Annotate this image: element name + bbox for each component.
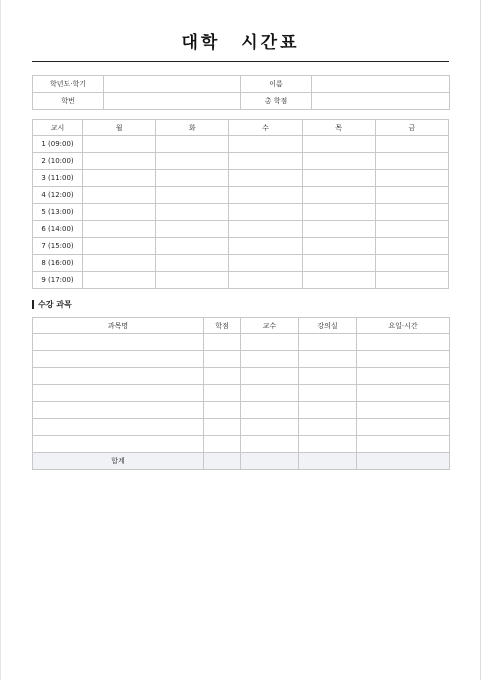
timetable-cell[interactable]: [83, 221, 156, 238]
course-cell[interactable]: [33, 402, 204, 419]
course-cell[interactable]: [299, 436, 357, 453]
courses-section-title: 수강 과목: [38, 300, 72, 309]
course-cell[interactable]: [33, 385, 204, 402]
course-cell[interactable]: [241, 419, 299, 436]
year-term-field[interactable]: [104, 76, 241, 93]
timetable-header-row: [33, 120, 449, 136]
timetable-cell[interactable]: [229, 170, 302, 187]
course-list-table: [32, 317, 450, 470]
timetable-cell[interactable]: [302, 153, 375, 170]
page-left-edge: [0, 0, 1, 680]
course-cell[interactable]: [33, 436, 204, 453]
timetable-cell[interactable]: [302, 187, 375, 204]
course-cell[interactable]: [241, 368, 299, 385]
timetable-cell[interactable]: [375, 204, 448, 221]
total-credits-field[interactable]: [312, 93, 450, 110]
timetable-cell[interactable]: [83, 187, 156, 204]
info-row: [33, 76, 450, 93]
timetable-cell[interactable]: [229, 187, 302, 204]
total-cell[interactable]: [241, 453, 299, 470]
timetable-cell[interactable]: [156, 187, 229, 204]
timetable-cell[interactable]: [375, 238, 448, 255]
course-column-header: 요일·시간: [357, 318, 450, 334]
timetable-row: [33, 136, 449, 153]
day-column-header: 목: [302, 120, 375, 136]
day-column-header: 월: [83, 120, 156, 136]
total-cell[interactable]: [357, 453, 450, 470]
course-cell[interactable]: [33, 351, 204, 368]
student-id-field[interactable]: [104, 93, 241, 110]
course-cell[interactable]: [204, 385, 241, 402]
course-row: [33, 334, 450, 351]
course-row: [33, 436, 450, 453]
period-label: 2 (10:00): [33, 153, 83, 170]
timetable-cell[interactable]: [302, 170, 375, 187]
total-cell[interactable]: [299, 453, 357, 470]
timetable-cell[interactable]: [83, 272, 156, 289]
timetable-cell[interactable]: [229, 204, 302, 221]
course-row: [33, 419, 450, 436]
course-row: [33, 385, 450, 402]
timetable-cell[interactable]: [156, 170, 229, 187]
year-term-label: 학년도·학기: [33, 76, 104, 93]
timetable-cell[interactable]: [83, 238, 156, 255]
course-cell[interactable]: [299, 402, 357, 419]
timetable-row: [33, 187, 449, 204]
timetable-cell[interactable]: [229, 136, 302, 153]
course-cell[interactable]: [357, 385, 450, 402]
timetable-grid: [32, 119, 449, 289]
section-marker: [32, 300, 34, 309]
timetable-cell[interactable]: [156, 238, 229, 255]
course-cell[interactable]: [357, 368, 450, 385]
course-cell[interactable]: [299, 351, 357, 368]
course-column-header: 교수: [241, 318, 299, 334]
course-column-header: 강의실: [299, 318, 357, 334]
course-header-row: [33, 318, 450, 334]
timetable-cell[interactable]: [156, 221, 229, 238]
course-cell[interactable]: [299, 368, 357, 385]
timetable-cell[interactable]: [229, 238, 302, 255]
timetable-row: [33, 238, 449, 255]
course-cell[interactable]: [204, 334, 241, 351]
timetable-cell[interactable]: [229, 272, 302, 289]
timetable-cell[interactable]: [229, 255, 302, 272]
timetable-cell[interactable]: [302, 238, 375, 255]
info-row: [33, 93, 450, 110]
student-id-label: 학번: [33, 93, 104, 110]
course-cell[interactable]: [204, 368, 241, 385]
timetable-row: [33, 272, 449, 289]
period-label: 8 (16:00): [33, 255, 83, 272]
course-cell[interactable]: [241, 334, 299, 351]
timetable-cell[interactable]: [302, 136, 375, 153]
total-label: 합계: [33, 453, 204, 470]
day-column-header: 화: [156, 120, 229, 136]
total-credits-label: 총 학점: [241, 93, 312, 110]
course-cell[interactable]: [299, 334, 357, 351]
timetable-row: [33, 221, 449, 238]
courses-section-heading: [32, 299, 72, 310]
course-cell[interactable]: [204, 436, 241, 453]
course-total-row: [33, 453, 450, 470]
course-cell[interactable]: [33, 368, 204, 385]
timetable-cell[interactable]: [375, 272, 448, 289]
course-cell[interactable]: [357, 334, 450, 351]
timetable-cell[interactable]: [156, 136, 229, 153]
course-cell[interactable]: [33, 334, 204, 351]
timetable-row: [33, 153, 449, 170]
timetable-cell[interactable]: [229, 221, 302, 238]
day-column-header: 수: [229, 120, 302, 136]
day-column-header: 금: [375, 120, 448, 136]
course-cell[interactable]: [241, 385, 299, 402]
timetable-cell[interactable]: [375, 221, 448, 238]
timetable-cell[interactable]: [83, 204, 156, 221]
timetable-cell[interactable]: [375, 136, 448, 153]
course-cell[interactable]: [357, 436, 450, 453]
timetable-cell[interactable]: [156, 255, 229, 272]
course-cell[interactable]: [357, 351, 450, 368]
timetable-cell[interactable]: [375, 170, 448, 187]
course-cell[interactable]: [241, 436, 299, 453]
timetable-row: [33, 255, 449, 272]
timetable-cell[interactable]: [375, 255, 448, 272]
course-row: [33, 402, 450, 419]
period-label: 9 (17:00): [33, 272, 83, 289]
timetable-cell[interactable]: [302, 272, 375, 289]
timetable-cell[interactable]: [83, 170, 156, 187]
timetable-cell[interactable]: [229, 153, 302, 170]
timetable-cell[interactable]: [83, 255, 156, 272]
course-row: [33, 351, 450, 368]
total-cell[interactable]: [204, 453, 241, 470]
course-cell[interactable]: [241, 402, 299, 419]
course-cell[interactable]: [204, 419, 241, 436]
course-cell[interactable]: [299, 419, 357, 436]
timetable-cell[interactable]: [302, 255, 375, 272]
course-cell[interactable]: [33, 419, 204, 436]
title-divider: [32, 61, 449, 62]
period-column-header: 교시: [33, 120, 83, 136]
timetable-row: [33, 170, 449, 187]
period-label: 4 (12:00): [33, 187, 83, 204]
course-cell[interactable]: [357, 402, 450, 419]
period-label: 1 (09:00): [33, 136, 83, 153]
course-cell[interactable]: [241, 351, 299, 368]
name-label: 이름: [241, 76, 312, 93]
course-cell[interactable]: [357, 419, 450, 436]
timetable-cell[interactable]: [156, 272, 229, 289]
timetable-cell[interactable]: [302, 221, 375, 238]
student-info-table: [32, 75, 450, 110]
name-field[interactable]: [312, 76, 450, 93]
timetable-row: [33, 204, 449, 221]
timetable-cell[interactable]: [375, 187, 448, 204]
course-column-header: 과목명: [33, 318, 204, 334]
course-row: [33, 368, 450, 385]
period-label: 5 (13:00): [33, 204, 83, 221]
timetable-cell[interactable]: [375, 153, 448, 170]
course-cell[interactable]: [204, 351, 241, 368]
timetable-cell[interactable]: [302, 204, 375, 221]
course-cell[interactable]: [204, 402, 241, 419]
course-column-header: 학점: [204, 318, 241, 334]
timetable-cell[interactable]: [83, 136, 156, 153]
period-label: 3 (11:00): [33, 170, 83, 187]
page-title: 대학 시간표: [181, 33, 300, 53]
timetable-cell[interactable]: [156, 153, 229, 170]
period-label: 7 (15:00): [33, 238, 83, 255]
timetable-cell[interactable]: [83, 153, 156, 170]
timetable-cell[interactable]: [156, 204, 229, 221]
course-cell[interactable]: [299, 385, 357, 402]
period-label: 6 (14:00): [33, 221, 83, 238]
